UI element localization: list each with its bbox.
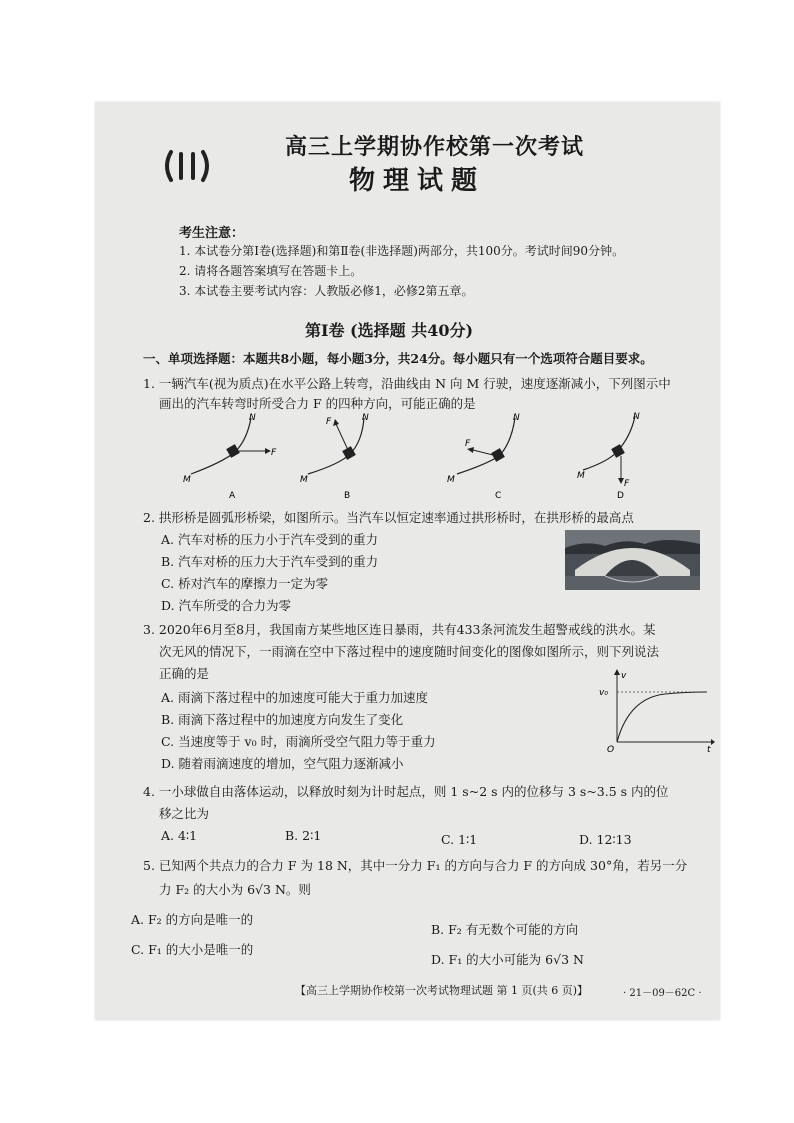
section-title: 第Ⅰ卷 (选择题 共40分) — [305, 321, 474, 340]
notice-item: 3. 本试卷主要考试内容：人教版必修1，必修2第五章。 — [179, 284, 474, 298]
graph-v-label: v — [621, 671, 627, 681]
notice-item: 1. 本试卷分第Ⅰ卷(选择题)和第Ⅱ卷(非选择题)两部分，共100分。考试时间90分钟。 — [179, 244, 625, 258]
q3-velocity-time-graph — [595, 668, 715, 754]
school-logo-icon — [161, 146, 213, 186]
q4-option-b: B. 2∶1 — [285, 828, 322, 843]
q1-b-m-label: M — [300, 475, 308, 485]
q4-option-d: D. 12∶13 — [579, 832, 632, 847]
q5-option-c: C. F₁ 的大小是唯一的 — [131, 942, 254, 957]
q2-stem: 2. 拱形桥是圆弧形桥梁，如图所示。当汽车以恒定速率通过拱形桥时，在拱形桥的最高点 — [143, 510, 634, 525]
graph-origin-label: O — [607, 745, 615, 754]
q1-d-f-label: F — [624, 479, 630, 489]
q5-option-b: B. F₂ 有无数个可能的方向 — [431, 922, 579, 937]
exam-code: · 21－09－62C · — [623, 988, 702, 999]
arch-bridge-photo — [565, 530, 700, 590]
q1-a-label: A — [229, 491, 236, 501]
q1-a-f-label: F — [271, 448, 277, 458]
q1-c-m-label: M — [447, 475, 455, 485]
q2-option-b: B. 汽车对桥的压力大于汽车受到的重力 — [161, 554, 379, 569]
q4-option-c: C. 1∶1 — [441, 832, 478, 847]
graph-v0-label: v₀ — [599, 688, 608, 698]
q1-d-m-label: M — [577, 471, 585, 481]
q1-a-m-label: M — [183, 475, 191, 485]
notice-heading: 考生注意： — [179, 226, 245, 241]
q1-c-f-label: F — [465, 439, 471, 449]
q4-option-a: A. 4∶1 — [161, 828, 198, 843]
q5-option-d: D. F₁ 的大小可能为 6√3 N — [431, 952, 584, 967]
q1-diagram-a — [183, 412, 283, 502]
q1-diagram-b — [300, 412, 400, 502]
q1-diagram-c — [447, 412, 547, 502]
q4-stem-line2: 移之比为 — [159, 806, 210, 821]
q4-stem-line1: 4. 一小球做自由落体运动，以释放时刻为计时起点，则 1 s~2 s 内的位移与 3 s~3.5 s 内的位 — [143, 784, 669, 799]
page-footer: 【高三上学期协作校第一次考试物理试题 第 1 页(共 6 页)】 — [295, 984, 589, 997]
q2-option-a: A. 汽车对桥的压力小于汽车受到的重力 — [161, 532, 378, 547]
q1-b-label: B — [344, 491, 351, 501]
q1-d-n-label: N — [633, 412, 640, 422]
q3-option-a: A. 雨滴下落过程中的加速度可能大于重力加速度 — [161, 690, 428, 705]
q1-diagram-d — [577, 412, 677, 502]
q1-stem-line1: 1. 一辆汽车(视为质点)在水平公路上转弯，沿曲线由 N 向 M 行驶，速度逐渐减小，下列图示中 — [143, 376, 671, 391]
q1-a-n-label: N — [249, 413, 256, 423]
notice-item: 2. 请将各题答案填写在答题卡上。 — [179, 264, 363, 278]
q2-option-c: C. 桥对汽车的摩擦力一定为零 — [161, 576, 329, 591]
q5-option-a: A. F₂ 的方向是唯一的 — [131, 912, 254, 927]
q3-stem-line3: 正确的是 — [159, 666, 210, 681]
subject-title: 物理试题 — [349, 166, 486, 196]
q3-stem-line1: 3. 2020年6月至8月，我国南方某些地区连日暴雨，共有433条河流发生超警戒线的洪水。某 — [143, 622, 656, 637]
part-heading: 一、单项选择题：本题共8小题，每小题3分，共24分。每小题只有一个选项符合题目要求。 — [143, 351, 653, 366]
q3-option-d: D. 随着雨滴速度的增加，空气阻力逐渐减小 — [161, 756, 404, 771]
q1-d-label: D — [617, 491, 624, 501]
q5-stem-line2: 力 F₂ 的大小为 6√3 N。则 — [159, 882, 311, 897]
exam-page — [95, 102, 720, 1020]
q2-option-d: D. 汽车所受的合力为零 — [161, 598, 292, 613]
q5-stem-line1: 5. 已知两个共点力的合力 F 为 18 N，其中一分力 F₁ 的方向与合力 F 的方向成 30°角，若另一分 — [143, 858, 688, 873]
q3-stem-line2: 次无风的情况下，一雨滴在空中下落过程中的速度随时间变化的图像如图所示，则下列说法 — [159, 644, 660, 659]
q3-option-c: C. 当速度等于 v₀ 时，雨滴所受空气阻力等于重力 — [161, 734, 436, 749]
q1-c-label: C — [495, 491, 502, 501]
q1-b-f-label: F — [326, 417, 332, 427]
exam-title: 高三上学期协作校第一次考试 — [285, 134, 585, 160]
q1-c-n-label: N — [513, 413, 520, 423]
graph-t-label: t — [707, 745, 711, 754]
q1-b-n-label: N — [362, 413, 369, 423]
q3-option-b: B. 雨滴下落过程中的加速度方向发生了变化 — [161, 712, 404, 727]
q1-stem-line2: 画出的汽车转弯时所受合力 F 的四种方向，可能正确的是 — [159, 396, 476, 411]
